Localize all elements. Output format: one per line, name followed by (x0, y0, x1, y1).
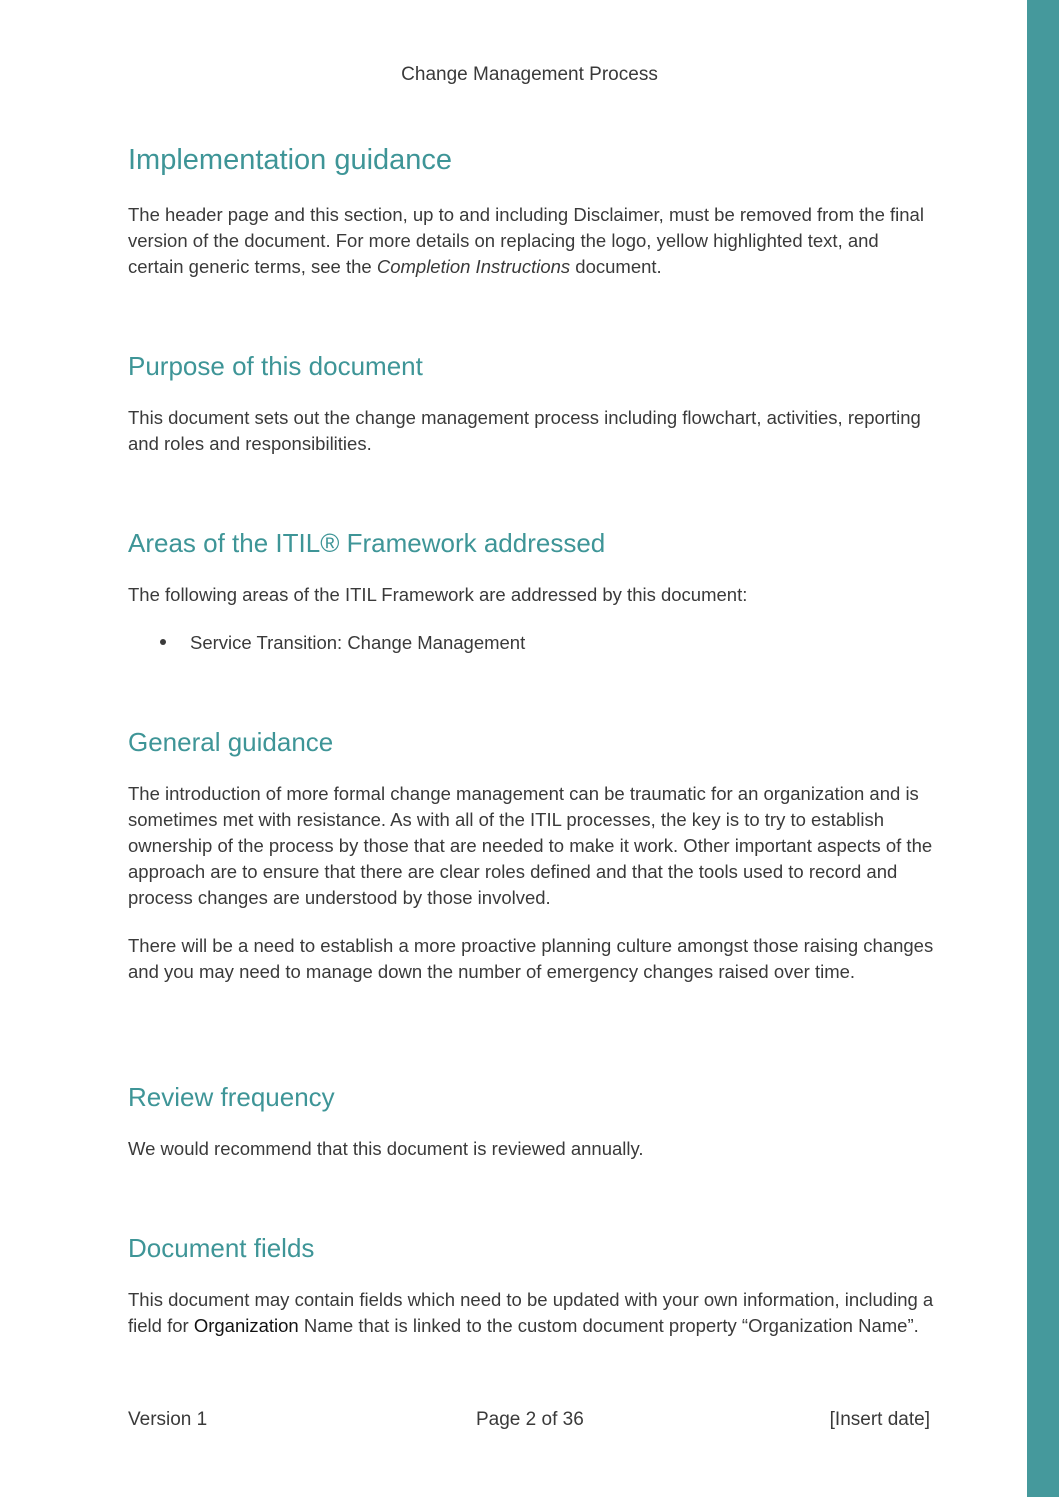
heading-review-frequency: Review frequency (128, 1082, 335, 1112)
heading-implementation-guidance: Implementation guidance (128, 144, 453, 176)
heading-document-fields: Document fields (128, 1233, 315, 1263)
completion-instructions-reference: Completion Instructions (376, 256, 571, 277)
paragraph-itil-areas: The following areas of the ITIL Framework are addressed by this document: (128, 584, 748, 605)
paragraph-review-frequency: We would recommend that this document is reviewed annually. (128, 1138, 644, 1159)
heading-itil-areas: Areas of the ITIL® Framework addressed (128, 528, 606, 558)
footer-page-number: Page 2 of 36 (476, 1409, 584, 1430)
sidebar-accent-bar (1027, 0, 1059, 1497)
running-header: Change Management Process (401, 64, 658, 85)
list-item: Service Transition: Change Management (160, 630, 525, 656)
paragraph-implementation-guidance: The header page and this section, up to and including Disclaimer, must be removed from the final version of the document. For more details on replacing the logo, yellow highlighted text, and certain generic terms, see the Completion Instructions document. (128, 204, 924, 277)
footer-version: Version 1 (128, 1409, 208, 1430)
paragraph-general-guidance-1: The introduction of more formal change management can be traumatic for an organization and is sometimes met with resistance. As with all of the ITIL processes, the key is to try to establish ownership of the process by those that are needed to make it work. Other important aspects of the approach are to ensure that there are clear roles defined and that the tools used to record and process changes are understood by those involved. (128, 783, 933, 908)
paragraph-general-guidance-2: There will be a need to establish a more proactive planning culture amongst those raising changes and you may need to manage down the number of emergency changes raised over time. (128, 935, 934, 982)
paragraph-document-fields: This document may contain fields which need to be updated with your own information, including a field for Organization Name that is linked to the custom document property “Organization Name”. (128, 1289, 934, 1336)
organization-field[interactable]: Organization (193, 1315, 299, 1336)
heading-general-guidance: General guidance (128, 727, 334, 757)
paragraph-purpose: This document sets out the change management process including flowchart, activities, reporting and roles and responsibilities. (128, 407, 921, 454)
heading-purpose: Purpose of this document (128, 351, 423, 381)
bullet-icon (160, 639, 166, 645)
footer-date: [Insert date] (829, 1409, 930, 1430)
